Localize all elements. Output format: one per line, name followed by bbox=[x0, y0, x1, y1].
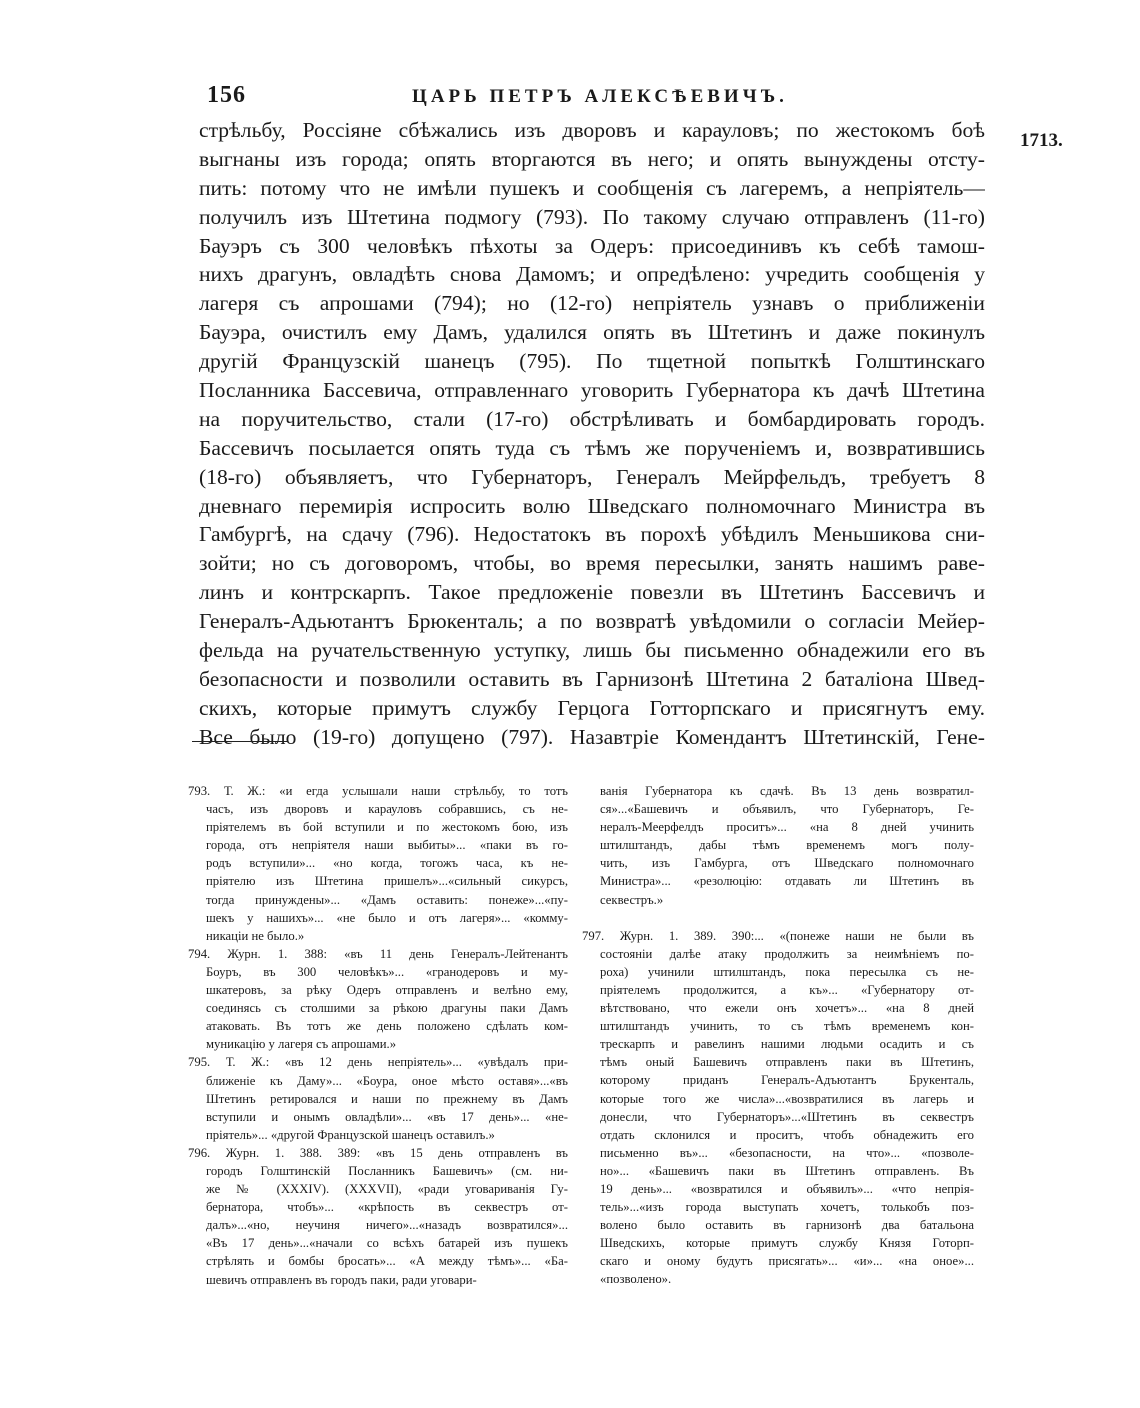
footnote-separator-rule bbox=[192, 741, 288, 742]
footnote-line: роха) учинили штилштандъ, пока пересылка съ не- bbox=[600, 964, 974, 979]
footnote-line: но»... «Башевичъ паки въ Штетинъ отправленъ. Въ bbox=[600, 1163, 974, 1178]
footnote bbox=[188, 1053, 568, 1143]
footnote-line: шевичъ отправленъ въ городъ паки, ради уговари- bbox=[206, 1272, 477, 1287]
main-text-line: скихъ, которые примутъ службу Герцога Готторпскаго и присягнутъ ему. bbox=[199, 695, 985, 720]
main-text-line: Посланника Бассевича, отправленнаго уговорить Губернатора къ дачѣ Штетина bbox=[199, 378, 985, 403]
footnote-line: штилштандъ учинить, то съ тѣмъ временемъ кон- bbox=[600, 1019, 974, 1034]
footnote-line: «Въ 17 день»...«начали со всѣхъ батарей изъ пушекъ bbox=[206, 1236, 568, 1251]
footnote-line: нералъ-Меерфелдъ проситъ»... «на 8 дней учинить bbox=[600, 820, 974, 835]
footnote-line: штилштандъ, дабы тѣмъ временемъ могъ полу- bbox=[600, 838, 974, 853]
main-text-line: другій Французскій шанецъ (795). По тщетной попыткѣ Голштинскаго bbox=[199, 349, 985, 374]
footnote-line: часъ, изъ дворовъ и карауловъ собравшись, съ не- bbox=[206, 802, 568, 817]
footnote-line: далъ»...«но, неучиня ничего»...«назадъ возвратился»... bbox=[206, 1218, 568, 1233]
main-text-line: Все было (19-го) допущено (797). Назавтріе Комендантъ Штетинскій, Гене- bbox=[199, 724, 985, 749]
footnote-line: которому приданъ Генералъ-Адъютантъ Брукенталь, bbox=[600, 1073, 974, 1088]
main-text-line: линъ и контрскарпъ. Такое предложеніе повезли въ Штетинъ Бассевичъ и bbox=[199, 580, 985, 605]
footnote-line: секвестръ.» bbox=[600, 892, 664, 907]
main-text-line: дневнаго перемирія испросить волю Шведскаго полномочнаго Министра въ bbox=[199, 493, 985, 518]
main-text-line: выгнаны изъ города; опять вторгаются въ него; и опять вынуждены отсту- bbox=[199, 146, 985, 171]
footnote bbox=[582, 927, 974, 1289]
main-text-line: (18-го) объявляетъ, что Губернаторъ, Генералъ Мейрфельдъ, требуетъ 8 bbox=[199, 464, 985, 489]
footnote-line: стрѣлять и бомбы бросать»... «А между тѣмъ»... «Ба- bbox=[206, 1254, 568, 1269]
footnote-line: тель»...«изъ города выступать хочетъ, толькобъ поз- bbox=[600, 1200, 974, 1215]
footnote-line: пріятель»... «другой Французской шанецъ оставилъ.» bbox=[206, 1127, 495, 1142]
footnote-line: 794. Журн. 1. 388: «въ 11 день Генералъ-Лейтенантъ bbox=[188, 946, 568, 961]
footnote bbox=[188, 1144, 568, 1289]
main-text-line: нихъ драгунъ, овладѣть снова Дамомъ; и опредѣлено: учредить сообщенія у bbox=[199, 262, 985, 287]
footnote-line: состояніи далѣе атаку продолжить за неимѣніемъ по- bbox=[600, 946, 974, 961]
main-text-line: на поручительство, стали (17-го) обстрѣливать и бомбардировать городъ. bbox=[199, 406, 985, 431]
footnote-line: Министра»... «резолюцію: отдавать ли Штетинъ въ bbox=[600, 874, 974, 889]
footnote-line: чить, изъ Гамбурга, отъ Шведскаго полномочнаго bbox=[600, 856, 974, 871]
footnote-line: никаціи не было.» bbox=[206, 928, 305, 943]
footnote-line: же № (XXXIV). (XXXVII), «ради уговариванія Гу- bbox=[206, 1182, 568, 1197]
footnote-line: вѣтствовано, что ежели онъ хочетъ»... «на 8 дней bbox=[600, 1001, 974, 1016]
footnote-line: шкатеровъ, за рѣку Одеръ отправленъ и велѣно ему, bbox=[206, 983, 568, 998]
footnote-line: 797. Журн. 1. 389. 390:... «(понеже наши не были въ bbox=[582, 928, 974, 943]
footnote-line: города, отъ непріятеля наши выбиты»... «паки въ го- bbox=[206, 838, 568, 853]
footnote bbox=[582, 782, 974, 909]
footnote-line: Шведскихъ, которые примутъ службу Князя Готорп- bbox=[600, 1236, 974, 1251]
main-text-line: Бауэра, очистилъ ему Дамъ, удалился опять въ Штетинъ и даже покинулъ bbox=[199, 320, 985, 345]
footnote-line: 19 день»... «возвратился и объявилъ»... «что непрія- bbox=[600, 1181, 974, 1196]
footnote-line: которые того же числа»...«возвратилися въ лагерь и bbox=[600, 1091, 974, 1106]
main-text bbox=[199, 116, 985, 752]
footnote-line: атаковать. Въ тотъ же день положено сдѣлать ком- bbox=[206, 1019, 568, 1034]
footnote-line: «позволено». bbox=[600, 1272, 672, 1287]
footnotes-right-column bbox=[582, 782, 974, 1289]
main-text-line: стрѣльбу, Россіяне сбѣжались изъ дворовъ и карауловъ; по жестокомъ боѣ bbox=[199, 118, 985, 142]
footnote-line: ближеніе къ Даму»... «Боура, оное мѣсто оставя»...«въ bbox=[206, 1073, 568, 1088]
main-text-line: лагеря съ апрошами (794); но (12-го) непріятель узнавъ о приближеніи bbox=[199, 291, 985, 316]
footnote-line: письменно въ»... «безопасности, на что»... «позволе- bbox=[600, 1145, 974, 1160]
footnote bbox=[188, 782, 568, 945]
footnote-line: 796. Журн. 1. 388. 389: «въ 15 день отправленъ въ bbox=[188, 1145, 568, 1160]
main-text-line: пить: потому что не имѣли пушекъ и сообщенія съ лагеремъ, а непріятель— bbox=[199, 175, 985, 200]
main-text-line: фельда на ручательственную уступку, лишь бы письменно обнадежили его въ bbox=[199, 638, 985, 663]
footnote-line: муникацію у лагеря съ апрошами.» bbox=[206, 1037, 397, 1052]
footnote-line: соединясь съ столшими за рѣкою драгуны паки Дамъ bbox=[206, 1001, 568, 1016]
footnote-line: бернатора, чтобъ»... «крѣпость въ секвестръ от- bbox=[206, 1200, 568, 1215]
main-text-line: получилъ изъ Штетина подмогу (793). По такому случаю отправленъ (11-го) bbox=[199, 204, 985, 229]
footnote-line: Боуръ, въ 300 человѣкъ»... «гранодеровъ и му- bbox=[206, 964, 568, 979]
main-text-line: Бассевичъ посылается опять туда съ тѣмъ же порученіемъ и, возвратившись bbox=[199, 435, 985, 460]
footnote-line: шекъ у нашихъ»... «не было и отъ лагеря»... «комму- bbox=[206, 910, 568, 925]
footnote bbox=[188, 945, 568, 1054]
footnote-line: скаго и оному будутъ присягать»... «и»... «на оное»... bbox=[600, 1254, 974, 1269]
footnote-line: Штетинъ ретировался и наши по прежнему въ Дамъ bbox=[206, 1091, 568, 1106]
main-text-line: безопасности и позволили оставить въ Гарнизонѣ Штетина 2 баталіона Швед- bbox=[199, 666, 985, 691]
footnote-line: тѣмъ оный Башевичъ отправленъ паки въ Штетинъ, bbox=[600, 1055, 974, 1070]
footnote-line: волено было оставить въ гарнизонѣ два батальона bbox=[600, 1218, 974, 1233]
footnote-line: пріятелемъ въ бой вступили и по жестокомъ бою, изъ bbox=[206, 820, 568, 835]
footnote-line: трескарпъ и равелинъ нашими людьми осадить и съ bbox=[600, 1037, 974, 1052]
footnote-line: 795. Т. Ж.: «въ 12 день непріятель»... «увѣдалъ при- bbox=[188, 1055, 568, 1070]
main-text-line: Гамбургѣ, на сдачу (796). Недостатокъ въ порохѣ убѣдилъ Меньшикова сни- bbox=[199, 522, 985, 547]
footnote-line: ся»...«Башевичъ и объявилъ, что Губернаторъ, Ге- bbox=[600, 802, 974, 817]
footnote-line: родъ вступили»... «но когда, тогожъ часа, къ не- bbox=[206, 856, 568, 871]
footnote-line: 793. Т. Ж.: «и егда услышали наши стрѣльбу, то тотъ bbox=[188, 784, 568, 798]
main-text-line: Бауэръ съ 300 человѣкъ пѣхоты за Одеръ: присоединивъ къ себѣ тамош- bbox=[199, 233, 985, 258]
margin-year: 1713. bbox=[1020, 130, 1063, 151]
main-text-line: зойти; но съ договоромъ, чтобы, во время пересылки, занять нашимъ раве- bbox=[199, 551, 985, 576]
footnote-line: ванія Губернатора къ сдачѣ. Въ 13 день возвратил- bbox=[600, 784, 974, 798]
page-number: 156 bbox=[207, 82, 246, 108]
footnote-line: вступили и онымъ овладѣли»... «въ 17 день»... «не- bbox=[206, 1109, 568, 1124]
running-title: ЦАРЬ ПЕТРЪ АЛЕКСѢЕВИЧЪ. bbox=[412, 86, 788, 107]
main-text-line: Генералъ-Адьютантъ Брюкенталь; а по возвратѣ увѣдомили о согласіи Мейер- bbox=[199, 609, 985, 634]
footnote-line: тогда принуждены»... «Дамъ оставить: понеже»...«пу- bbox=[206, 892, 568, 907]
footnote-line: пріятелю изъ Штетина пришелъ»...«сильный сикурсъ, bbox=[206, 874, 568, 889]
footnote-line: городъ Голштинскій Посланникъ Башевичъ» (см. ни- bbox=[206, 1163, 568, 1178]
footnote-line: отдать склонился и проситъ, чтобъ обнадежить его bbox=[600, 1127, 974, 1142]
footnotes-left-column bbox=[188, 782, 568, 1289]
footnote-line: донесли, что Губернаторъ»...«Штетинъ въ секвестръ bbox=[600, 1109, 974, 1124]
footnote-line: пріятелемъ продолжится, а къ»... «Губернатору от- bbox=[600, 982, 974, 997]
